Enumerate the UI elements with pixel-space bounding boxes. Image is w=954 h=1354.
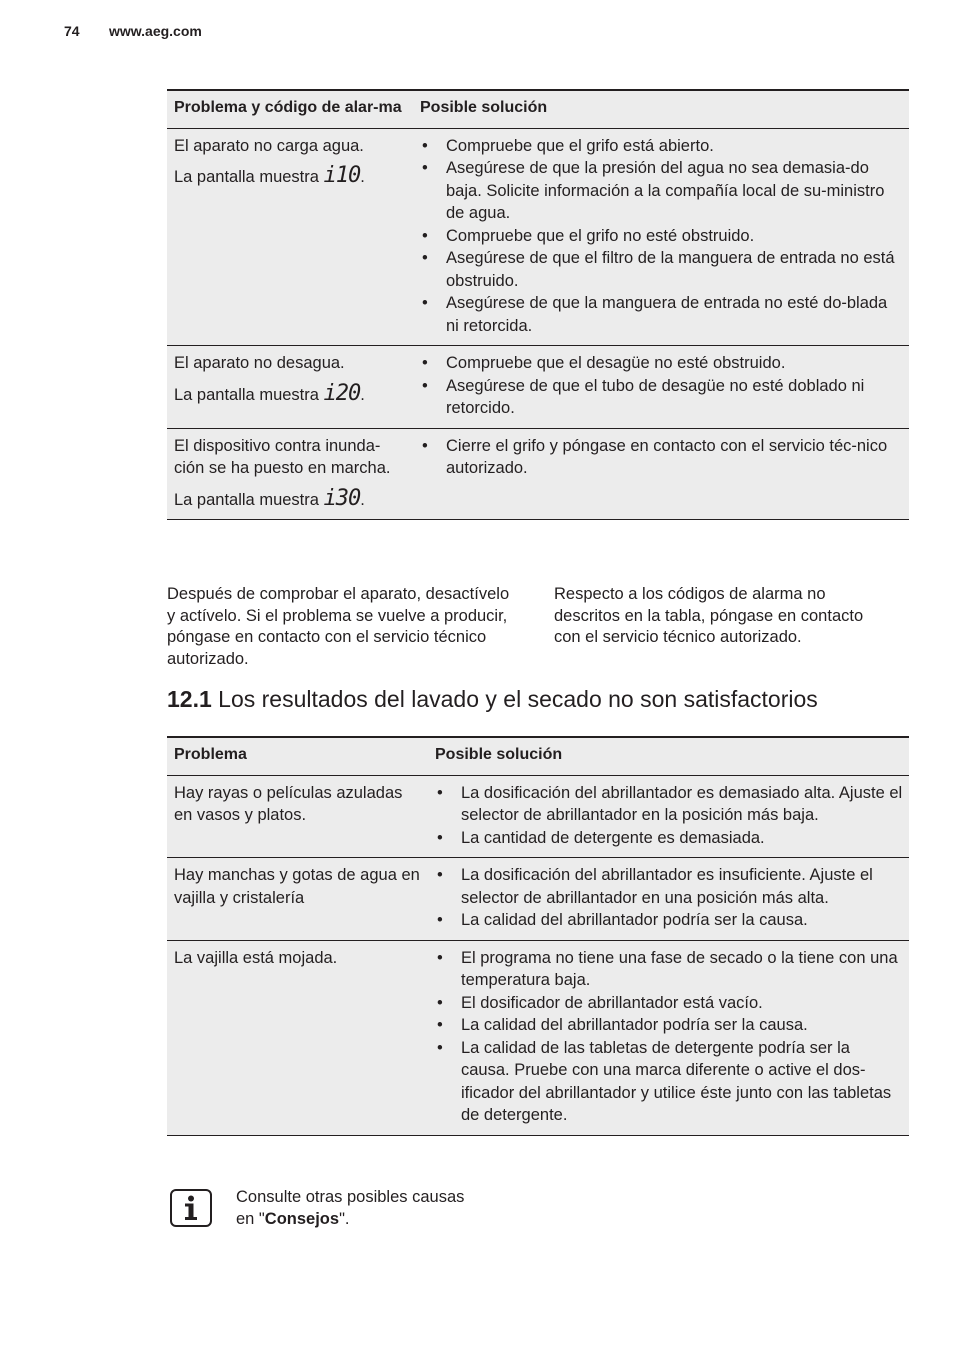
list-item: • Asegúrese de que la presión del agua no sea demasia-do baja. Solicite información a la compañía local de su-ministro de agua.: [420, 157, 903, 225]
paragraph-left: Después de comprobar el aparato, desactívelo y actívelo. Si el problema se vuelve a producir, póngase en contacto con el servicio técnico autorizado.: [167, 585, 510, 668]
solution-cell: [428, 775, 909, 858]
table-header-row: [167, 90, 909, 128]
list-item: • La calidad del abrillantador podría ser la causa.: [435, 909, 903, 932]
alarm-codes-table: [167, 89, 909, 520]
solution-cell: [413, 128, 909, 346]
solution-cell: [428, 858, 909, 941]
list-item: • La dosificación del abrillantador es insuficiente. Ajuste el selector de abrillantador en una posición más alta.: [435, 864, 903, 909]
info-note: [236, 1186, 476, 1230]
note-text-end: ".: [339, 1210, 350, 1228]
problem-cell: [167, 128, 413, 346]
problem-cell: Hay manchas y gotas de agua en vajilla y cristalería: [167, 858, 428, 941]
list-item: • El programa no tiene una fase de secado o la tiene con una temperatura baja.: [435, 947, 903, 992]
alarm-code: i30: [323, 485, 361, 511]
info-icon: [170, 1189, 212, 1227]
section-number: 12.1: [167, 686, 212, 712]
list-item: • Asegúrese de que el filtro de la manguera de entrada no está obstruido.: [420, 247, 903, 292]
display-prefix: La pantalla muestra: [174, 168, 324, 186]
list-item: • La dosificación del abrillantador es demasiado alta. Ajuste el selector de abrillantador en la posición más baja.: [435, 782, 903, 827]
display-line: La pantalla muestra i30.: [174, 485, 365, 511]
column-header-problem: Problema y código de alar-ma: [167, 90, 413, 128]
problem-text: El aparato no carga agua.: [174, 136, 364, 155]
solution-cell: [428, 940, 909, 1135]
list-item: • La calidad de las tabletas de detergente podría ser la causa. Pruebe con una marca diferente o active el dos-ificador del abrillantador y utilice éste junto con las tabletas de detergente.: [435, 1037, 903, 1127]
problem-text: El dispositivo contra inunda-ción se ha puesto en marcha.: [174, 436, 391, 477]
list-item: • Asegúrese de que la manguera de entrada no esté do-blada ni retorcida.: [420, 292, 903, 337]
display-prefix: La pantalla muestra: [174, 385, 324, 404]
page-number: 74: [64, 23, 80, 39]
column-header-solution: Posible solución: [413, 90, 909, 128]
table-row: [167, 940, 909, 1135]
alarm-code: i20: [323, 380, 361, 406]
table-row: [167, 428, 909, 520]
table-row: [167, 346, 909, 429]
problem-cell: Hay rayas o películas azuladas en vasos y platos.: [167, 775, 428, 858]
section-heading: [167, 686, 818, 713]
display-line: La pantalla muestra i20.: [174, 380, 365, 406]
page-header: [64, 23, 202, 39]
list-item: • Compruebe que el grifo no esté obstruido.: [420, 225, 903, 248]
note-link-label: Consejos: [264, 1210, 340, 1228]
list-item: • El dosificador de abrillantador está vacío.: [435, 992, 903, 1015]
note-text: Consulte otras posibles causas en ": [236, 1188, 465, 1228]
column-header-solution: Posible solución: [428, 737, 909, 775]
list-item: • Compruebe que el grifo está abierto.: [420, 135, 903, 158]
problem-cell: [167, 428, 413, 520]
problem-cell: [167, 346, 413, 429]
section-title: Los resultados del lavado y el secado no son satisfactorios: [218, 686, 818, 712]
display-prefix: La pantalla muestra: [174, 490, 324, 509]
table-header-row: [167, 737, 909, 775]
problem-cell: La vajilla está mojada.: [167, 940, 428, 1135]
column-header-problem: Problema: [167, 737, 428, 775]
solution-cell: [413, 346, 909, 429]
list-item: • La calidad del abrillantador podría ser la causa.: [435, 1014, 903, 1037]
list-item: • Cierre el grifo y póngase en contacto con el servicio téc-nico autorizado.: [420, 435, 903, 480]
list-item: • Asegúrese de que el tubo de desagüe no esté doblado ni retorcido.: [420, 375, 903, 420]
results-table: [167, 736, 909, 1136]
display-line: La pantalla muestra i10.: [174, 163, 365, 188]
list-item: • La cantidad de detergente es demasiada.: [435, 827, 903, 850]
table-row: [167, 858, 909, 941]
problem-text: El aparato no desagua.: [174, 354, 345, 372]
solution-cell: [413, 428, 909, 520]
website-url: www.aeg.com: [109, 23, 202, 39]
alarm-code: i10: [323, 163, 361, 188]
table-row: [167, 775, 909, 858]
list-item: • Compruebe que el desagüe no esté obstruido.: [420, 352, 903, 375]
table-row: [167, 128, 909, 346]
paragraph-right: Respecto a los códigos de alarma no descritos en la tabla, póngase en contacto con el servicio técnico autorizado.: [554, 585, 864, 646]
